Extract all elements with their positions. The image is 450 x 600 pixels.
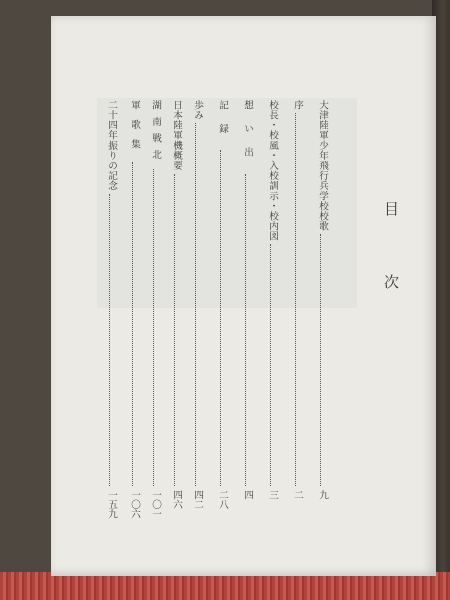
toc-leader-dots [109,194,110,486]
toc-entry-page: 一五九 [106,490,117,519]
toc-entry-title: 記録 [217,100,228,148]
book-red-edge [0,572,450,600]
toc-leader-dots [245,174,246,486]
toc-leader-dots [270,244,271,486]
toc-entry-page: 一〇一 [150,490,161,519]
toc-entry-page: 一〇六 [129,490,140,519]
toc-leader-dots [195,123,196,486]
toc-leader-dots [220,150,221,486]
toc-entry-page: 四二 [192,490,203,510]
toc-entry-page: 三 [267,490,278,500]
toc-heading: 目 次 [382,201,400,309]
toc-entry-title: 日本陸軍機概要 [171,100,182,171]
toc-entry-title: 歩み [192,100,203,121]
toc-entry-title: 序 [292,100,303,111]
toc-leader-dots [320,234,321,486]
toc-entry-title: 湖南戦北 [150,100,161,167]
toc-entry-page: 四六 [171,490,182,510]
toc-leader-dots [174,174,175,486]
toc-leader-dots [295,113,296,486]
toc-entry-title: 想い出 [242,100,253,171]
toc-entry-title: 軍歌集 [129,100,140,159]
toc-entry-title: 大津陸軍少年飛行兵学校校歌 [317,100,328,232]
toc-leader-dots [153,169,154,486]
toc-entry-title: 二十四年振りの記念 [106,100,117,191]
toc-leader-dots [132,162,133,486]
toc-entry-page: 九 [317,490,328,500]
toc-entry-page: 二 [292,490,303,500]
toc-entry-page: 二八 [217,490,228,510]
toc-entry-page: 四 [242,490,253,500]
toc-entry-title: 校長・校風・入校訓示・校内図 [267,100,278,242]
book-page [51,16,436,576]
